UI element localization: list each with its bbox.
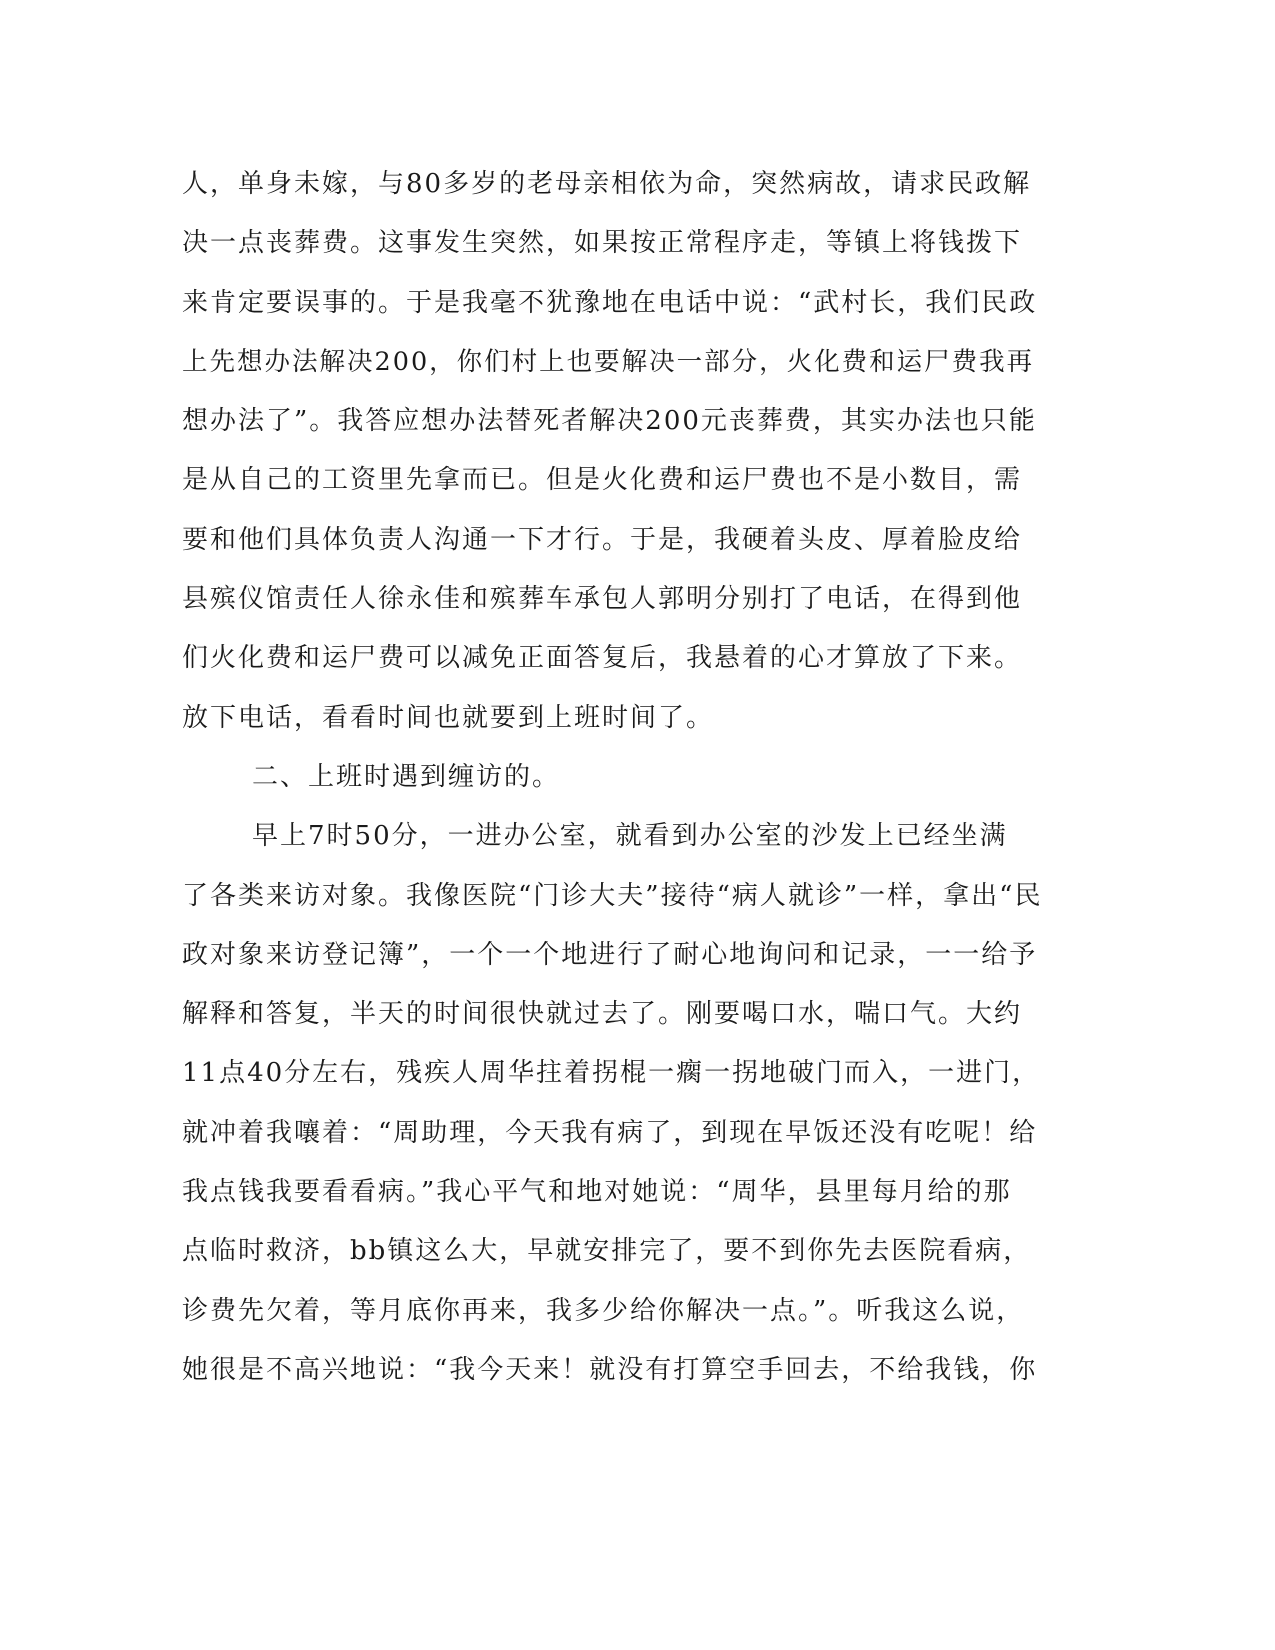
- text-line: 县殡仪馆责任人徐永佳和殡葬车承包人郭明分别打了电话，在得到他: [182, 584, 1023, 615]
- body-text: [182, 155, 1043, 1400]
- text-line: 是从自己的工资里先拿而已。但是火化费和运尸费也不是小数目，需: [182, 465, 1023, 496]
- text-line: 上先想办法解决200，你们村上也要解决一部分，火化费和运尸费我再: [182, 346, 1035, 377]
- text-line: 要和他们具体负责人沟通一下才行。于是，我硬着头皮、厚着脸皮给: [182, 524, 1023, 555]
- text-line: 诊费先欠着，等月底你再来，我多少给你解决一点。”。听我这么说，: [182, 1295, 1025, 1326]
- text-line: 放下电话，看看时间也就要到上班时间了。: [182, 702, 715, 733]
- text-line: 政对象来访登记簿”，一个一个地进行了耐心地询问和记录，一一给予: [182, 939, 1038, 970]
- text-line: 早上7时50分，一进办公室，就看到办公室的沙发上已经坐满: [252, 821, 1008, 852]
- text-line: 11点40分左右，残疾人周华拄着拐棍一瘸一拐地破门而入，一进门，: [182, 1058, 1041, 1089]
- section-heading: 二、上班时遇到缠访的。: [252, 761, 561, 792]
- text-line: 点临时救济，bb镇这么大，早就安排完了，要不到你先去医院看病，: [182, 1236, 1032, 1267]
- text-line: 解释和答复，半天的时间很快就过去了。刚要喝口水，喘口气。大约: [182, 999, 1023, 1030]
- text-line: 我点钱我要看看病。”我心平气和地对她说：“周华，县里每月给的那: [182, 1177, 1012, 1208]
- text-line: 来肯定要误事的。于是我毫不犹豫地在电话中说：“武村长，我们民政: [182, 287, 1038, 318]
- text-line: 就冲着我嚷着：“周助理，今天我有病了，到现在早饭还没有吃呢！给: [182, 1117, 1038, 1148]
- text-line: 们火化费和运尸费可以减免正面答复后，我悬着的心才算放了下来。: [182, 643, 1023, 674]
- text-line: 人，单身未嫁，与80多岁的老母亲相依为命，突然病故，请求民政解: [182, 169, 1032, 199]
- text-line: 想办法了”。我答应想办法替死者解决200元丧葬费，其实办法也只能: [182, 406, 1037, 437]
- text-line: 她很是不高兴地说：“我今天来！就没有打算空手回去，不给我钱，你: [182, 1354, 1038, 1385]
- text-line: 决一点丧葬费。这事发生突然，如果按正常程序走，等镇上将钱拨下: [182, 228, 1023, 259]
- text-line: 了各类来访对象。我像医院“门诊大夫”接待“病人就诊”一样，拿出“民: [182, 880, 1043, 911]
